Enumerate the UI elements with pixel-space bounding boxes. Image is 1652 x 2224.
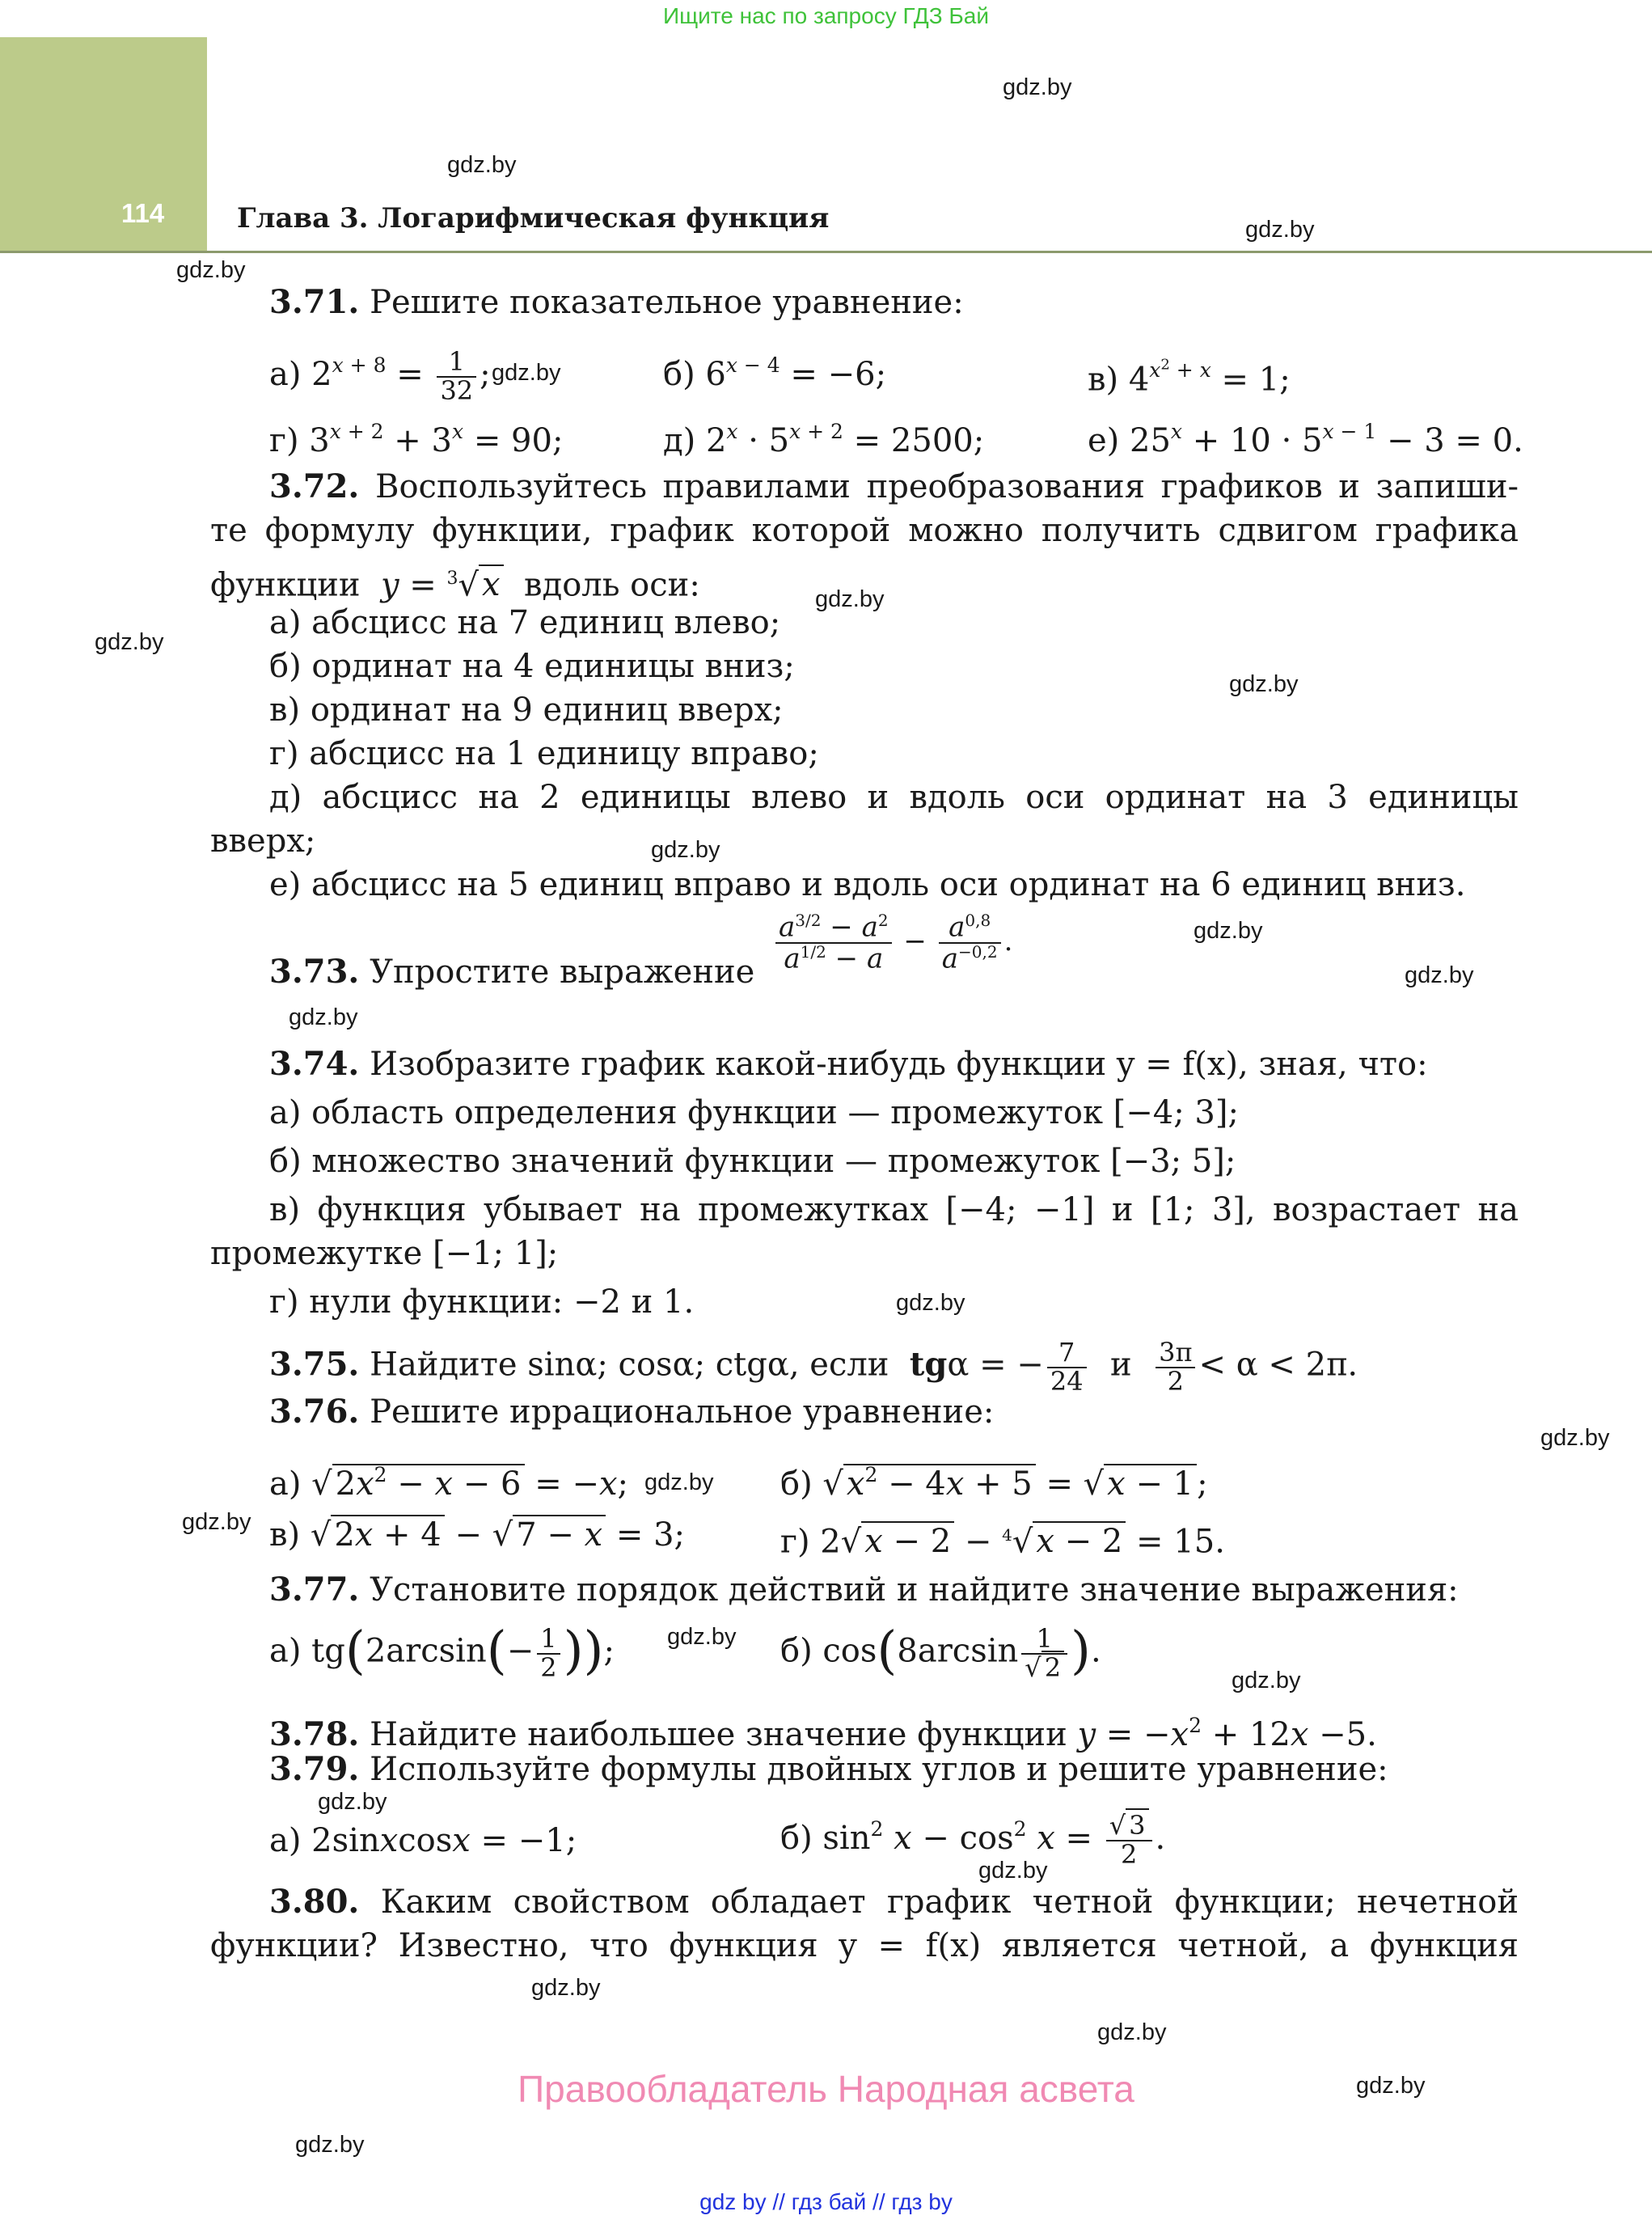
problem-3-80-line2: функции? Известно, что функция y = f(x) является четной, а функция	[210, 1927, 1519, 1964]
problem-3-76-title: 3.76. Решите иррациональное уравнение:	[269, 1393, 995, 1431]
watermark: gdz.by	[1003, 74, 1072, 100]
page-corner-tab	[0, 37, 207, 252]
watermark: gdz.by	[182, 1509, 251, 1535]
problem-3-72-d: г) абсцисс на 1 единицу вправо;	[269, 735, 819, 772]
problem-3-74-title: 3.74. Изобразите график какой-нибудь функции y = f(x), зная, что:	[269, 1045, 1428, 1083]
problem-3-79-title: 3.79. Используйте формулы двойных углов и решите уравнение:	[269, 1750, 1388, 1788]
watermark: gdz.by	[1540, 1425, 1610, 1451]
problem-3-71-a: а) $2^{x + 8}$ = $\frac{1}{32}$ ;	[269, 346, 491, 406]
problem-3-72-f: е) абсцисс на 5 единиц вправо и вдоль оси ординат на 6 единиц вниз.	[269, 866, 1466, 903]
top-banner[interactable]: Ищите нас по запросу ГДЗ Бай	[662, 3, 990, 28]
watermark: gdz.by	[667, 1624, 737, 1650]
watermark: gdz.by	[1097, 2019, 1167, 2045]
problem-3-74-a: а) область определения функции — промежуток [−4; 3];	[269, 1094, 1239, 1131]
watermark: gdz.by	[978, 1858, 1048, 1884]
problem-3-74-c-line1: в) функция убывает на промежутках [−4; −1] и [1; 3], возрастает на	[269, 1191, 1519, 1228]
watermark: gdz.by	[1232, 1668, 1301, 1693]
watermark: gdz.by	[1356, 2073, 1426, 2099]
problem-3-72-e-line1: д) абсцисс на 2 единицы влево и вдоль оси ординат на 3 единицы	[269, 779, 1519, 816]
problem-3-72-line1: 3.72. Воспользуйтесь правилами преобразования графиков и запиши-	[269, 467, 1519, 505]
watermark: gdz.by	[1245, 217, 1315, 243]
problem-3-71-title: 3.71. Решите показательное уравнение:	[269, 283, 964, 321]
problem-3-74-d: г) нули функции: −2 и 1.	[269, 1283, 695, 1321]
problem-3-79-a: а) 2sinxcosx = −1;	[269, 1822, 577, 1859]
watermark: gdz.by	[289, 1004, 358, 1030]
problem-3-71-b: б) $6^{x - 4} = -6$;	[663, 353, 887, 393]
problem-3-74-b: б) множество значений функции — промежуток [−3; 5];	[269, 1143, 1236, 1180]
watermark: gdz.by	[176, 257, 246, 283]
watermark: gdz.by	[815, 586, 885, 612]
watermark: gdz.by	[1405, 962, 1474, 988]
problem-3-77-b: б) cos(8arcsin $\frac{1}{√ 2}$ ).	[780, 1621, 1101, 1683]
problem-3-73-expression: $\frac{a^{3/2} - a^2}{a^{1/2} - a}$ − $\frac{a^{0,8}}{a^{-0,2}}$ .	[772, 912, 1012, 974]
watermark: gdz.by	[1194, 918, 1263, 944]
problem-3-76-d: г) 2√ x − 2 − $^4$√ x − 2 = 15.	[780, 1523, 1225, 1561]
problem-3-71-c: в) $4^{x^2 + x} = 1$;	[1088, 357, 1291, 399]
footer-links[interactable]: gdz by // гдз бай // гдз by	[699, 2189, 953, 2214]
watermark: gdz.by	[295, 2132, 365, 2158]
watermark: gdz.by	[644, 1469, 714, 1495]
problem-3-76-a: а) √ $2x^2 - x - 6 = -x$;	[269, 1463, 629, 1503]
watermark: gdz.by	[447, 152, 517, 178]
header-rule	[0, 251, 1652, 253]
watermark: gdz.by	[896, 1290, 965, 1316]
problem-3-75: 3.75. Найдите sinα; cosα; ctgα, если tgα = − $\frac{7}{24}$ и $\frac{3\pi}{2}$ < α < 2π.	[269, 1337, 1358, 1397]
problem-3-80-line1: 3.80. Каким свойством обладает график четной функции; нечетной	[269, 1883, 1519, 1921]
problem-3-72-line2: те формулу функции, график которой можно получить сдвигом графика	[210, 512, 1519, 549]
watermark: gdz.by	[531, 1975, 601, 2001]
problem-3-72-c: в) ординат на 9 единиц вверх;	[269, 691, 784, 729]
watermark: gdz.by	[492, 360, 561, 386]
problem-3-74-c-line2: промежутке [−1; 1];	[210, 1235, 559, 1272]
problem-3-77-a: а) tg(2arcsin(− $\frac{1}{2}$ ));	[269, 1621, 615, 1683]
watermark: gdz.by	[95, 629, 164, 655]
problem-3-71-e: д) $2^x \cdot 5^{x + 2} = 2500$;	[663, 420, 985, 459]
problem-3-78: 3.78. Найдите наибольшее значение функции $y = -x^2 + 12x -5$.	[269, 1714, 1377, 1753]
copyright-note: Правообладатель Народная асвета	[518, 2068, 1134, 2110]
problem-3-73-title: 3.73. Упростите выражение	[269, 953, 755, 991]
problem-3-77-title: 3.77. Установите порядок действий и найдите значение выражения:	[269, 1571, 1459, 1609]
problem-3-79-b: б) $\sin^2 x - \cos^2 x$ = $\frac{√ 3}{2}$ .	[780, 1810, 1166, 1870]
problem-3-76-b: б) √ $x^2 - 4x + 5$ = √ x − 1 ;	[780, 1463, 1208, 1503]
problem-3-71-f: е) $25^x + 10 \cdot 5^{x - 1} - 3 = 0$.	[1088, 420, 1523, 459]
watermark: gdz.by	[1229, 671, 1299, 697]
problem-3-72-a: а) абсцисс на 7 единиц влево;	[269, 604, 781, 641]
problem-3-71-d: г) $3^{x + 2} + 3^x = 90$;	[269, 420, 564, 459]
page-number: 114	[121, 198, 165, 228]
watermark: gdz.by	[318, 1789, 387, 1815]
problem-3-72-e-line2: вверх;	[210, 822, 316, 860]
problem-3-72-line3: функции y = $^3$√ x вдоль оси:	[210, 566, 700, 604]
problem-3-72-b: б) ординат на 4 единицы вниз;	[269, 648, 795, 685]
chapter-title: Глава 3. Логарифмическая функция	[237, 202, 830, 235]
watermark: gdz.by	[651, 837, 720, 863]
problem-3-76-c: в) √ 2x + 4 − √ 7 − x = 3;	[269, 1516, 686, 1554]
